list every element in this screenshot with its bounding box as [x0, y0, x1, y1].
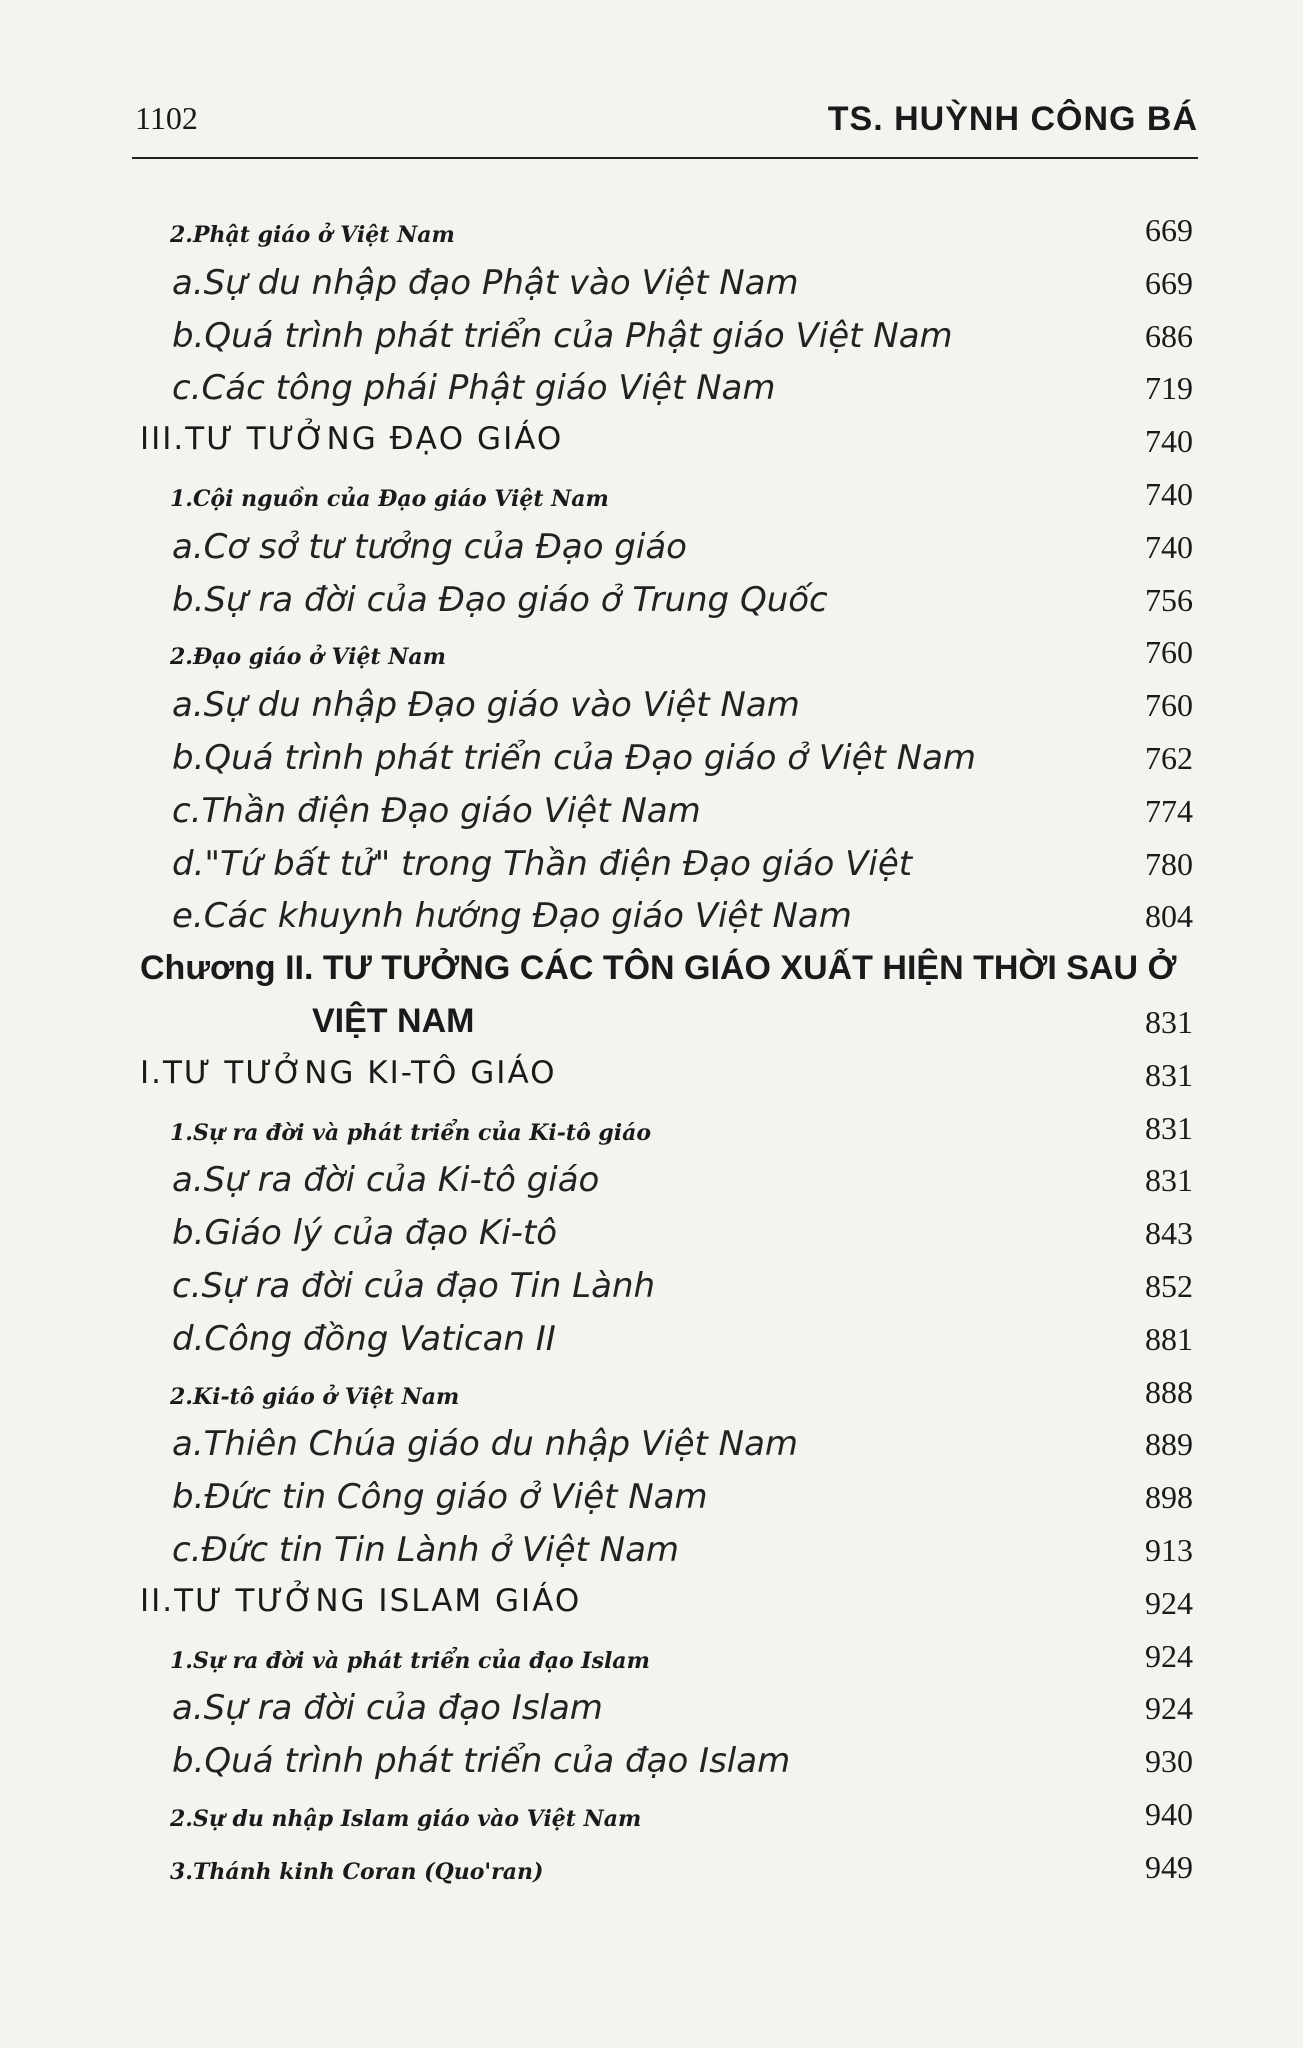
- toc-entry-title: 1.Sự ra đời và phát triển của đạo Islam: [170, 1647, 650, 1674]
- toc-entry: [0, 210, 1303, 263]
- toc-entry-page: 898: [1145, 1479, 1193, 1516]
- toc-entry-page: 889: [1145, 1426, 1193, 1463]
- toc-entry-title: a.Cơ sở tư tưởng của Đạo giáo: [172, 526, 687, 567]
- toc-entry-page: 774: [1145, 792, 1193, 829]
- toc-entry: [0, 632, 1303, 685]
- toc-entry: [0, 1372, 1303, 1425]
- toc-entry-title: 2.Phật giáo ở Việt Nam: [170, 222, 455, 248]
- toc-entry: [0, 1055, 1303, 1108]
- header-rule: [132, 157, 1198, 159]
- toc-entry-title: c.Đức tin Tin Lành ở Việt Nam: [172, 1530, 680, 1570]
- toc-entry-title: b.Đức tin Công giáo ở Việt Nam: [172, 1477, 708, 1518]
- toc-entry: [0, 1477, 1303, 1530]
- toc-entry-title: b.Quá trình phát triển của Phật giáo Việt Nam: [172, 315, 953, 356]
- toc-entry-page: 949: [1145, 1848, 1193, 1885]
- toc-entry-title: a.Sự ra đời của đạo Islam: [172, 1688, 603, 1729]
- toc-entry: [0, 1530, 1303, 1583]
- toc-entry: [0, 791, 1303, 844]
- toc-entry-page: 762: [1145, 740, 1193, 776]
- toc-entry: [0, 1108, 1303, 1161]
- toc-entry-title: 3.Thánh kinh Coran (Quo'ran): [170, 1858, 544, 1885]
- toc-entry: [0, 474, 1303, 527]
- toc-entry: [0, 1847, 1303, 1900]
- toc-entry-page: 888: [1145, 1373, 1193, 1410]
- toc-entry-title: a.Sự ra đời của Ki-tô giáo: [172, 1160, 600, 1201]
- toc-entry: [0, 1583, 1303, 1636]
- toc-entry: [0, 263, 1303, 316]
- toc-entry-page: 719: [1145, 370, 1193, 407]
- toc-entry: [0, 949, 1303, 1002]
- toc-entry: [0, 1424, 1303, 1477]
- page-number: 1102: [135, 100, 198, 136]
- toc-entry-title: II.TƯ TƯỞNG ISLAM GIÁO: [140, 1582, 582, 1619]
- toc-entry: [0, 368, 1303, 421]
- toc-entry-title: c.Sự ra đời của đạo Tin Lành: [172, 1266, 656, 1306]
- toc-entry: [0, 685, 1303, 738]
- toc-entry: [0, 1266, 1303, 1319]
- toc-entry: [0, 1636, 1303, 1689]
- toc-entry: [0, 1213, 1303, 1266]
- toc-entry-page: 831: [1145, 1056, 1193, 1093]
- toc-entry-title: b.Giáo lý của đạo Ki-tô: [172, 1213, 558, 1254]
- toc-entry-title: b.Quá trình phát triển của đạo Islam: [172, 1741, 791, 1782]
- toc-entry: [0, 580, 1303, 633]
- toc-entry-page: 760: [1145, 687, 1193, 724]
- toc-entry-page: 831: [1145, 1162, 1193, 1199]
- toc-entry-page: 740: [1145, 476, 1193, 512]
- toc-entry-title: d.Công đồng Vatican II: [172, 1318, 556, 1359]
- toc-entry: [0, 527, 1303, 580]
- toc-entry-title: 2.Đạo giáo ở Việt Nam: [170, 644, 446, 671]
- toc-entry-page: 940: [1145, 1796, 1193, 1832]
- toc-entry: [0, 1002, 1303, 1055]
- toc-entry: [0, 1319, 1303, 1372]
- toc-entry-page: 843: [1145, 1215, 1193, 1252]
- toc-entry-title: Chương II. TƯ TƯỞNG CÁC TÔN GIÁO XUẤT HIỆN THỜI SAU Ở: [140, 949, 1177, 988]
- toc-entry-page: 930: [1145, 1743, 1193, 1780]
- toc-entry-page: 924: [1145, 1584, 1193, 1621]
- toc-entry-title: I.TƯ TƯỞNG KI-TÔ GIÁO: [140, 1054, 557, 1091]
- toc-entry-page: 740: [1145, 528, 1193, 565]
- toc-entry: [0, 844, 1303, 897]
- toc-entry-title: b.Sự ra đời của Đạo giáo ở Trung Quốc: [172, 579, 828, 620]
- toc-entry: [0, 738, 1303, 791]
- toc-entry-title: 1.Cội nguồn của Đạo giáo Việt Nam: [170, 486, 609, 512]
- toc-entry-page: 804: [1145, 898, 1193, 935]
- toc-entry: [0, 421, 1303, 474]
- toc-entry-page: 831: [1145, 1004, 1193, 1040]
- toc-entry-page: 756: [1145, 581, 1193, 618]
- toc-entry: [0, 1741, 1303, 1794]
- toc-entry-page: 924: [1145, 1637, 1193, 1674]
- toc-entry-page: 669: [1145, 264, 1193, 301]
- toc-entry-title: d."Tứ bất tử" trong Thần điện Đạo giáo Việt: [172, 843, 913, 884]
- toc-entry: [0, 896, 1303, 949]
- toc-entry-page: 740: [1145, 423, 1193, 460]
- toc-entry-title: 2.Ki-tô giáo ở Việt Nam: [170, 1383, 460, 1410]
- toc-entry-title: c.Các tông phái Phật giáo Việt Nam: [172, 368, 776, 409]
- toc-entry-title: VIỆT NAM: [312, 1002, 475, 1040]
- toc-entry: [0, 1160, 1303, 1213]
- toc-entry-page: 780: [1145, 845, 1193, 882]
- toc-entry-title: a.Sự du nhập đạo Phật vào Việt Nam: [172, 262, 799, 303]
- toc-entry: [0, 1794, 1303, 1847]
- toc-entry: [0, 1688, 1303, 1741]
- toc-entry-page: 924: [1145, 1690, 1193, 1727]
- toc-entry-page: 881: [1145, 1320, 1193, 1357]
- toc-entry-page: 686: [1145, 317, 1193, 354]
- toc-entry-title: c.Thần điện Đạo giáo Việt Nam: [172, 790, 701, 831]
- toc-entry-title: a.Sự du nhập Đạo giáo vào Việt Nam: [172, 685, 800, 726]
- toc-entry-page: 831: [1145, 1109, 1193, 1146]
- toc-entry-title: a.Thiên Chúa giáo du nhập Việt Nam: [172, 1424, 799, 1465]
- toc-entry-title: b.Quá trình phát triển của Đạo giáo ở Việt Nam: [172, 738, 977, 778]
- toc-entry-title: III.TƯ TƯỞNG ĐẠO GIÁO: [140, 421, 564, 458]
- toc-entry: [0, 316, 1303, 369]
- toc-entry-title: 2.Sự du nhập Islam giáo vào Việt Nam: [170, 1806, 642, 1832]
- toc-entry-page: 913: [1145, 1532, 1193, 1568]
- author-header: TS. HUỲNH CÔNG BÁ: [827, 100, 1198, 138]
- toc-entry-title: e.Các khuynh hướng Đạo giáo Việt Nam: [172, 896, 852, 937]
- toc-entry-page: 760: [1145, 634, 1193, 671]
- toc-entry-page: 852: [1145, 1268, 1193, 1304]
- toc-entry-page: 669: [1145, 212, 1193, 248]
- toc-entry-title: 1.Sự ra đời và phát triển của Ki-tô giáo: [170, 1119, 652, 1146]
